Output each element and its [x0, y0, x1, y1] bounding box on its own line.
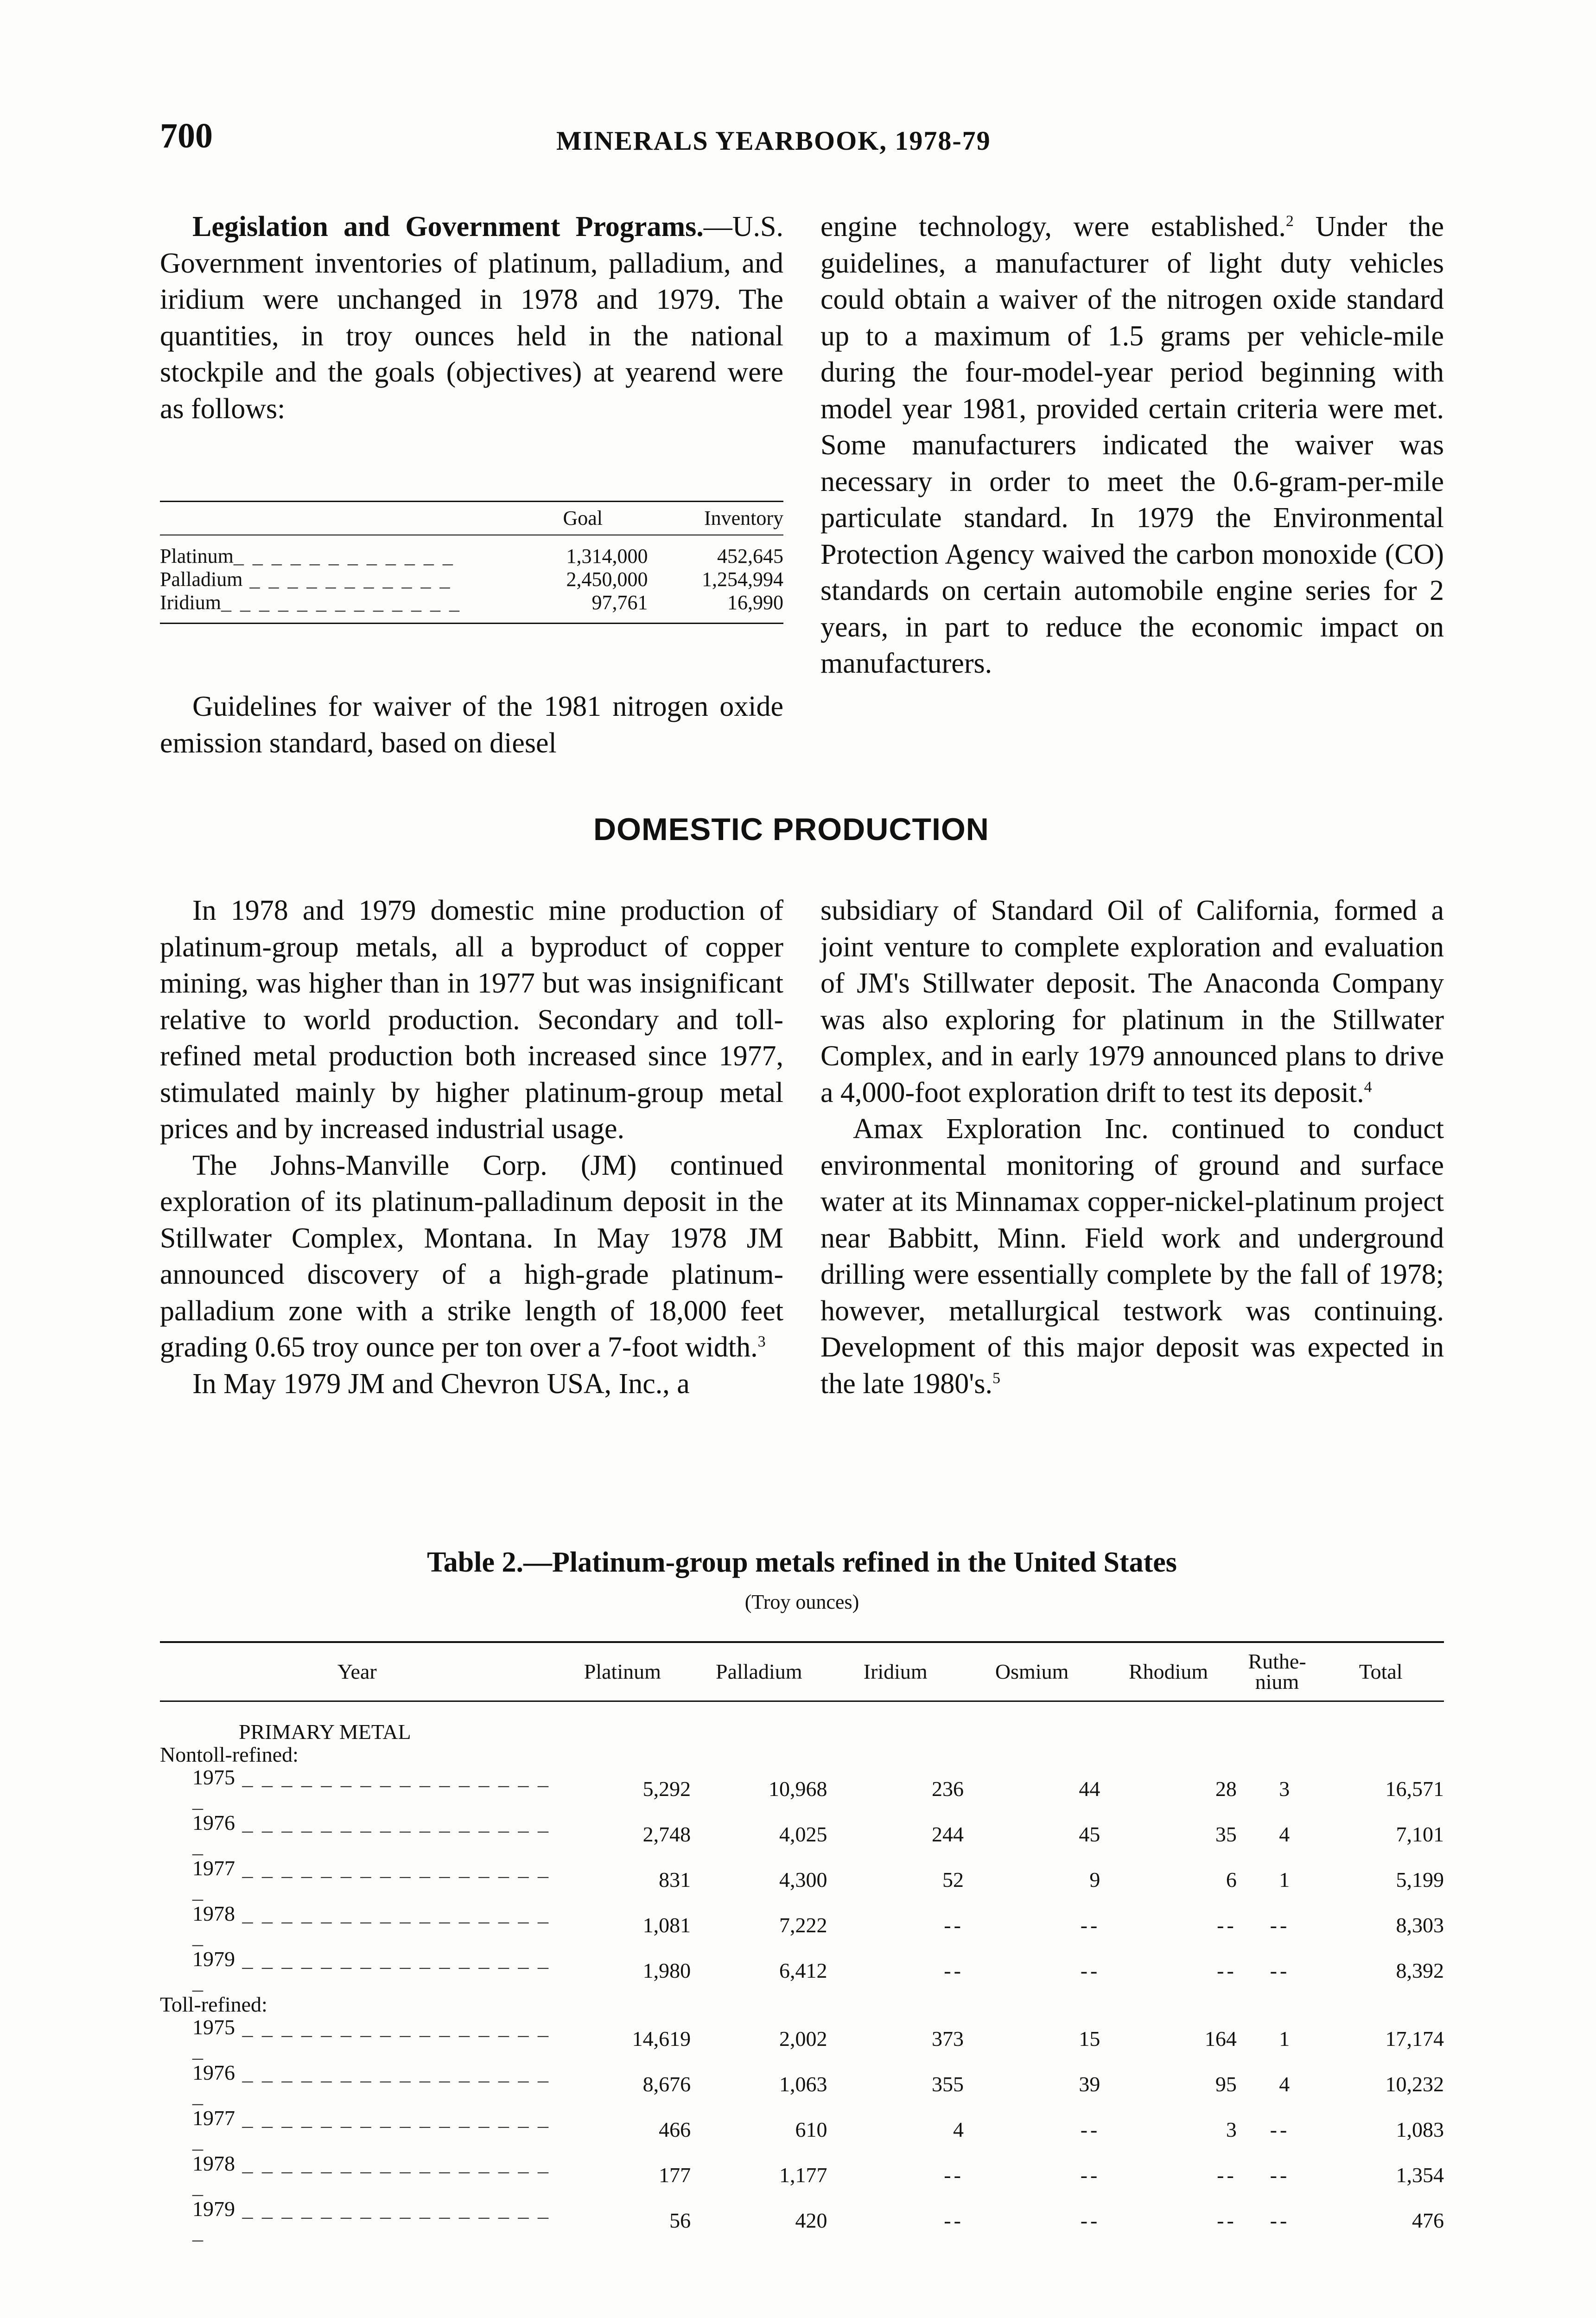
- row-year: 1979: [192, 2197, 235, 2221]
- cell-value: 28: [1215, 1777, 1237, 1801]
- cell-value: --: [1270, 1958, 1290, 1982]
- cell-value: --: [944, 1958, 964, 1982]
- cell-value: --: [1217, 1958, 1237, 1982]
- cell-value: 7,101: [1396, 1822, 1444, 1846]
- legislation-text: —U.S. Government inventories of platinum, palladium, and iridium were unchanged in 1978 and 1979. The quantities, in troy ounces held in the national stockpile and the goals (objectives) at yearend were as follows:: [160, 211, 783, 425]
- cell-value: 3: [1226, 2117, 1237, 2141]
- table-row: 1975 _ _ _ _ _ _ _ _ _ _ _ _ _ _ _ _ _ 14,619 2,002 373 15 164 1 17,174: [192, 2015, 1444, 2062]
- cell-value: --: [944, 1913, 964, 1937]
- table-row: 1978 _ _ _ _ _ _ _ _ _ _ _ _ _ _ _ _ _ 177 1,177 -- -- -- -- 1,354: [192, 2152, 1444, 2198]
- cell-value: 476: [1412, 2208, 1444, 2232]
- table-group-row: [160, 1743, 1444, 1766]
- cell-value: --: [1217, 2208, 1237, 2232]
- row-year: 1978: [192, 2152, 235, 2175]
- col-ruthenium: Ruthe-nium: [1237, 1642, 1317, 1701]
- cell-value: 2,748: [642, 1822, 691, 1846]
- cell-value: 2,002: [779, 2026, 827, 2051]
- production-column-1: [160, 892, 783, 1402]
- cell-value: --: [1080, 1958, 1100, 1982]
- cell-value: 244: [931, 1822, 964, 1846]
- section-heading: DOMESTIC PRODUCTION: [593, 812, 989, 847]
- table-group-label: Toll-refined:: [160, 1993, 267, 2016]
- inv-row-label: Platinum: [160, 545, 234, 567]
- row-year: 1975: [192, 2015, 235, 2039]
- cell-value: 16,571: [1385, 1777, 1444, 1801]
- inv-row-label: Palladium: [160, 568, 243, 591]
- cell-value: 1: [1279, 2026, 1290, 2051]
- inv-goal: 1,314,000: [566, 545, 648, 567]
- cell-value: 420: [795, 2208, 827, 2232]
- cell-value: --: [1270, 2163, 1290, 2187]
- production-paragraph: Amax Exploration Inc. continued to conduct environmental monitoring of ground and surface water at its Minnamax copper-nickel-platinum project near Babbitt, Minn. Field work and underground drilling were essentially complete by the fall of 1978; however, metallurgical testwork was continuing. Development of this major deposit was expected in the late 1980's.$^5$: [820, 1113, 1444, 1400]
- table-section-label: PRIMARY METAL: [239, 1720, 411, 1744]
- row-year: 1976: [192, 1811, 235, 1834]
- cell-value: --: [1080, 2117, 1100, 2141]
- table-subtitle: (Troy ounces): [744, 1591, 859, 1613]
- inv-row: Iridium_ _ _ _ _ _ _ _ _ _ _ _ _ 97,761 16,990: [160, 591, 783, 614]
- guidelines-paragraph: Guidelines for waiver of the 1981 nitrogen oxide emission standard, based on diesel: [160, 691, 783, 759]
- cell-value: 8,676: [642, 2072, 691, 2096]
- production-column-2: [820, 892, 1444, 1402]
- inv-col-inventory: Inventory: [704, 507, 783, 529]
- footnote-ref: 4: [1364, 1078, 1372, 1095]
- cell-value: 3: [1279, 1777, 1290, 1801]
- cell-value: 35: [1215, 1822, 1237, 1846]
- col-palladium: Palladium: [691, 1642, 827, 1701]
- cell-value: 1,354: [1396, 2163, 1444, 2187]
- row-year: 1976: [192, 2061, 235, 2084]
- cell-value: 1,063: [779, 2072, 827, 2096]
- cell-value: 4,300: [779, 1867, 827, 1891]
- cell-value: --: [1270, 2117, 1290, 2141]
- cell-value: --: [1217, 2163, 1237, 2187]
- table-row: 1978 _ _ _ _ _ _ _ _ _ _ _ _ _ _ _ _ _ 1,081 7,222 -- -- -- -- 8,303: [192, 1902, 1444, 1948]
- footnote-ref: 3: [757, 1333, 766, 1350]
- cell-value: --: [1080, 2208, 1100, 2232]
- production-paragraph: The Johns-Manville Corp. (JM) continued exploration of its platinum-palladinum deposit in the Stillwater Complex, Montana. In May 1978 JM announced discovery of a high-grade platinum-palladium zone with a strike length of 18,000 feet grading 0.65 troy ounce per ton over a 7-foot width.$^3$: [160, 1149, 783, 1363]
- cell-value: 1,081: [642, 1913, 691, 1937]
- cell-value: 831: [659, 1867, 691, 1891]
- cell-value: 56: [669, 2208, 691, 2232]
- cell-value: --: [1080, 2163, 1100, 2187]
- table-group-row: [160, 1993, 1444, 2016]
- cell-value: 6,412: [779, 1958, 827, 1982]
- cell-value: 373: [931, 2026, 964, 2051]
- col-total: Total: [1317, 1642, 1444, 1701]
- table-row: 1979 _ _ _ _ _ _ _ _ _ _ _ _ _ _ _ _ _ 1,980 6,412 -- -- -- -- 8,392: [192, 1947, 1444, 1993]
- cell-value: 4,025: [779, 1822, 827, 1846]
- legislation-paragraph: [160, 209, 783, 427]
- cell-value: 17,174: [1385, 2026, 1444, 2051]
- table-row: 1979 _ _ _ _ _ _ _ _ _ _ _ _ _ _ _ _ _ 56 420 -- -- -- -- 476: [192, 2197, 1444, 2243]
- cell-value: 164: [1204, 2026, 1237, 2051]
- inv-row: Palladium _ _ _ _ _ _ _ _ _ _ _ 2,450,000 1,254,994: [160, 568, 783, 591]
- table-row: 1976 _ _ _ _ _ _ _ _ _ _ _ _ _ _ _ _ _ 2,748 4,025 244 45 35 4 7,101: [192, 1811, 1444, 1857]
- cell-value: --: [1080, 1913, 1100, 1937]
- cell-value: 177: [659, 2163, 691, 2187]
- inv-row: Platinum_ _ _ _ _ _ _ _ _ _ _ _ 1,314,000 452,645: [160, 545, 783, 567]
- legislation-lead: Legislation and Government Programs.: [192, 211, 704, 242]
- table-title: Table 2.—Platinum-group metals refined in the United States: [427, 1547, 1177, 1578]
- cell-value: 14,619: [632, 2026, 691, 2051]
- inv-goal: 97,761: [591, 591, 648, 614]
- inv-inventory: 16,990: [727, 591, 783, 614]
- cell-value: 5,199: [1396, 1867, 1444, 1891]
- cell-value: 8,303: [1396, 1913, 1444, 1937]
- cell-value: 4: [1279, 1822, 1290, 1846]
- row-year: 1978: [192, 1902, 235, 1925]
- production-paragraph: In May 1979 JM and Chevron USA, Inc., a: [192, 1368, 690, 1400]
- footnote-ref: 2: [1285, 212, 1294, 230]
- cell-value: 44: [1079, 1777, 1100, 1801]
- cell-value: 1,980: [642, 1958, 691, 1982]
- table-row: 1976 _ _ _ _ _ _ _ _ _ _ _ _ _ _ _ _ _ 8,676 1,063 355 39 95 4 10,232: [192, 2061, 1444, 2107]
- cell-value: 52: [942, 1867, 964, 1891]
- inv-col-goal: Goal: [563, 507, 603, 529]
- col-osmium: Osmium: [964, 1642, 1100, 1701]
- col-rhodium: Rhodium: [1100, 1642, 1236, 1701]
- col-platinum: Platinum: [554, 1642, 691, 1701]
- inv-row-label: Iridium: [160, 591, 221, 614]
- table-row: 1977 _ _ _ _ _ _ _ _ _ _ _ _ _ _ _ _ _ 466 610 4 -- 3 -- 1,083: [192, 2106, 1444, 2152]
- cell-value: 6: [1226, 1867, 1237, 1891]
- cell-value: 15: [1079, 2026, 1100, 2051]
- page-number: 700: [160, 116, 213, 155]
- cell-value: 466: [659, 2117, 691, 2141]
- cell-value: 355: [931, 2072, 964, 2096]
- footnote-ref: 5: [992, 1369, 1001, 1387]
- table-row: 1975 _ _ _ _ _ _ _ _ _ _ _ _ _ _ _ _ _ 5,292 10,968 236 44 28 3 16,571: [192, 1765, 1444, 1812]
- col-year: Year: [160, 1642, 554, 1701]
- inventory-table: [160, 501, 783, 624]
- cell-value: 4: [953, 2117, 964, 2141]
- cell-value: 610: [795, 2117, 827, 2141]
- cell-value: --: [1217, 1913, 1237, 1937]
- cell-value: 95: [1215, 2072, 1237, 2096]
- cell-value: 1: [1279, 1867, 1290, 1891]
- row-year: 1975: [192, 1765, 235, 1789]
- cell-value: 4: [1279, 2072, 1290, 2096]
- cell-value: 39: [1079, 2072, 1100, 2096]
- cell-value: 5,292: [642, 1777, 691, 1801]
- cell-value: 9: [1089, 1867, 1100, 1891]
- cell-value: 8,392: [1396, 1958, 1444, 1982]
- cell-value: 10,232: [1385, 2072, 1444, 2096]
- cell-value: 7,222: [779, 1913, 827, 1937]
- engine-paragraph: engine technology, were established.$^2$ Under the guidelines, a manufacturer of light duty vehicles could obtain a waiver of the nitrogen oxide standard up to a maximum of 1.5 grams per vehicle-mile during the four-model-year period beginning with model year 1981, provided certain criteria were met. Some manufacturers indicated the waiver was necessary in order to meet the 0.6-gram-per-mile particulate standard. In 1979 the Environmental Protection Agency waived the carbon monoxide (CO) standards on certain automobile engine series for 2 years, in part to reduce the economic impact on manufacturers.: [820, 211, 1444, 679]
- cell-value: 1,083: [1396, 2117, 1444, 2141]
- running-title: MINERALS YEARBOOK, 1978-79: [556, 126, 991, 156]
- cell-value: --: [944, 2163, 964, 2187]
- row-year: 1979: [192, 1947, 235, 1971]
- cell-value: --: [944, 2208, 964, 2232]
- row-year: 1977: [192, 2106, 235, 2130]
- cell-value: --: [1270, 2208, 1290, 2232]
- inv-inventory: 452,645: [717, 545, 783, 567]
- table-row: 1977 _ _ _ _ _ _ _ _ _ _ _ _ _ _ _ _ _ 831 4,300 52 9 6 1 5,199: [192, 1856, 1444, 1903]
- cell-value: 45: [1079, 1822, 1100, 1846]
- row-year: 1977: [192, 1856, 235, 1880]
- refined-metals-table: [160, 1641, 1444, 2243]
- cell-value: 1,177: [779, 2163, 827, 2187]
- table-group-label: Nontoll-refined:: [160, 1743, 299, 1766]
- cell-value: --: [1270, 1913, 1290, 1937]
- production-paragraph: subsidiary of Standard Oil of California, formed a joint venture to complete exploration and evaluation of JM's Stillwater deposit. The Anaconda Company was also exploring for platinum in the Stillwater Complex, and in early 1979 announced plans to drive a 4,000-foot exploration drift to test its deposit.$^4$: [820, 895, 1444, 1108]
- inv-goal: 2,450,000: [566, 568, 648, 591]
- cell-value: 10,968: [769, 1777, 827, 1801]
- col-iridium: Iridium: [827, 1642, 964, 1701]
- cell-value: 236: [931, 1777, 964, 1801]
- production-paragraph: In 1978 and 1979 domestic mine production of platinum-group metals, all a byproduct of copper mining, was higher than in 1977 but was insignificant relative to world production. Secondary and toll-refined metal production both increased since 1977, stimulated mainly by higher platinum-group metal prices and by increased industrial usage.: [160, 895, 783, 1145]
- inv-inventory: 1,254,994: [702, 568, 783, 591]
